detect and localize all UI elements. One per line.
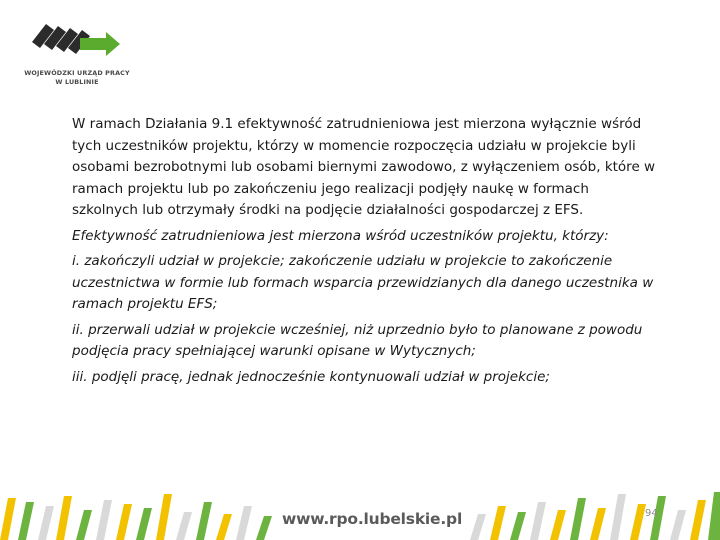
list-item-i: i. zakończyli udział w projekcie; zakończenie udziału w projekcie to zakończenie uczestnictwa w formie lub formach wsparcia przewidzianych dla danego uczestnika w ramach projektu EFS;	[72, 253, 654, 312]
list-item-iii: iii. podjęli pracę, jednak jednocześnie kontynuowali udział w projekcie;	[72, 368, 550, 385]
slide-content	[72, 114, 657, 388]
footer-stripes-right	[470, 492, 720, 540]
logo	[18, 12, 136, 92]
footer-url: www.rpo.lubelskie.pl	[282, 510, 463, 528]
paragraph-lead: Efektywność zatrudnieniowa jest mierzona wśród uczestników projektu, którzy:	[72, 227, 609, 244]
page-number: 94	[645, 508, 658, 519]
logo-subtitle: W LUBLINIE	[55, 78, 99, 86]
logo-title: WOJEWÓDZKI URZĄD PRACY	[24, 69, 130, 77]
footer-stripes-left	[0, 494, 272, 540]
list-item-ii: ii. przerwali udział w projekcie wcześniej, niż uprzednio było to planowane z powodu podjęcia pracy spełniającej warunki opisane w Wytycznych;	[72, 321, 643, 359]
paragraph-intro: W ramach Działania 9.1 efektywność zatrudnieniowa jest mierzona wyłącznie wśród tych uczestników projektu, którzy w momencie rozpoczęcia udziału w projekcie byli osobami bezrobotnymi lub osobami biernymi zawodowo, z wyłączeniem osób, które w ramach projektu lub po zakończeniu jego realizacji podjęły naukę w formach szkolnych lub otrzymały środki na podjęcie działalności gospodarczej z EFS.	[72, 116, 656, 218]
logo-arrows-icon	[18, 12, 136, 68]
